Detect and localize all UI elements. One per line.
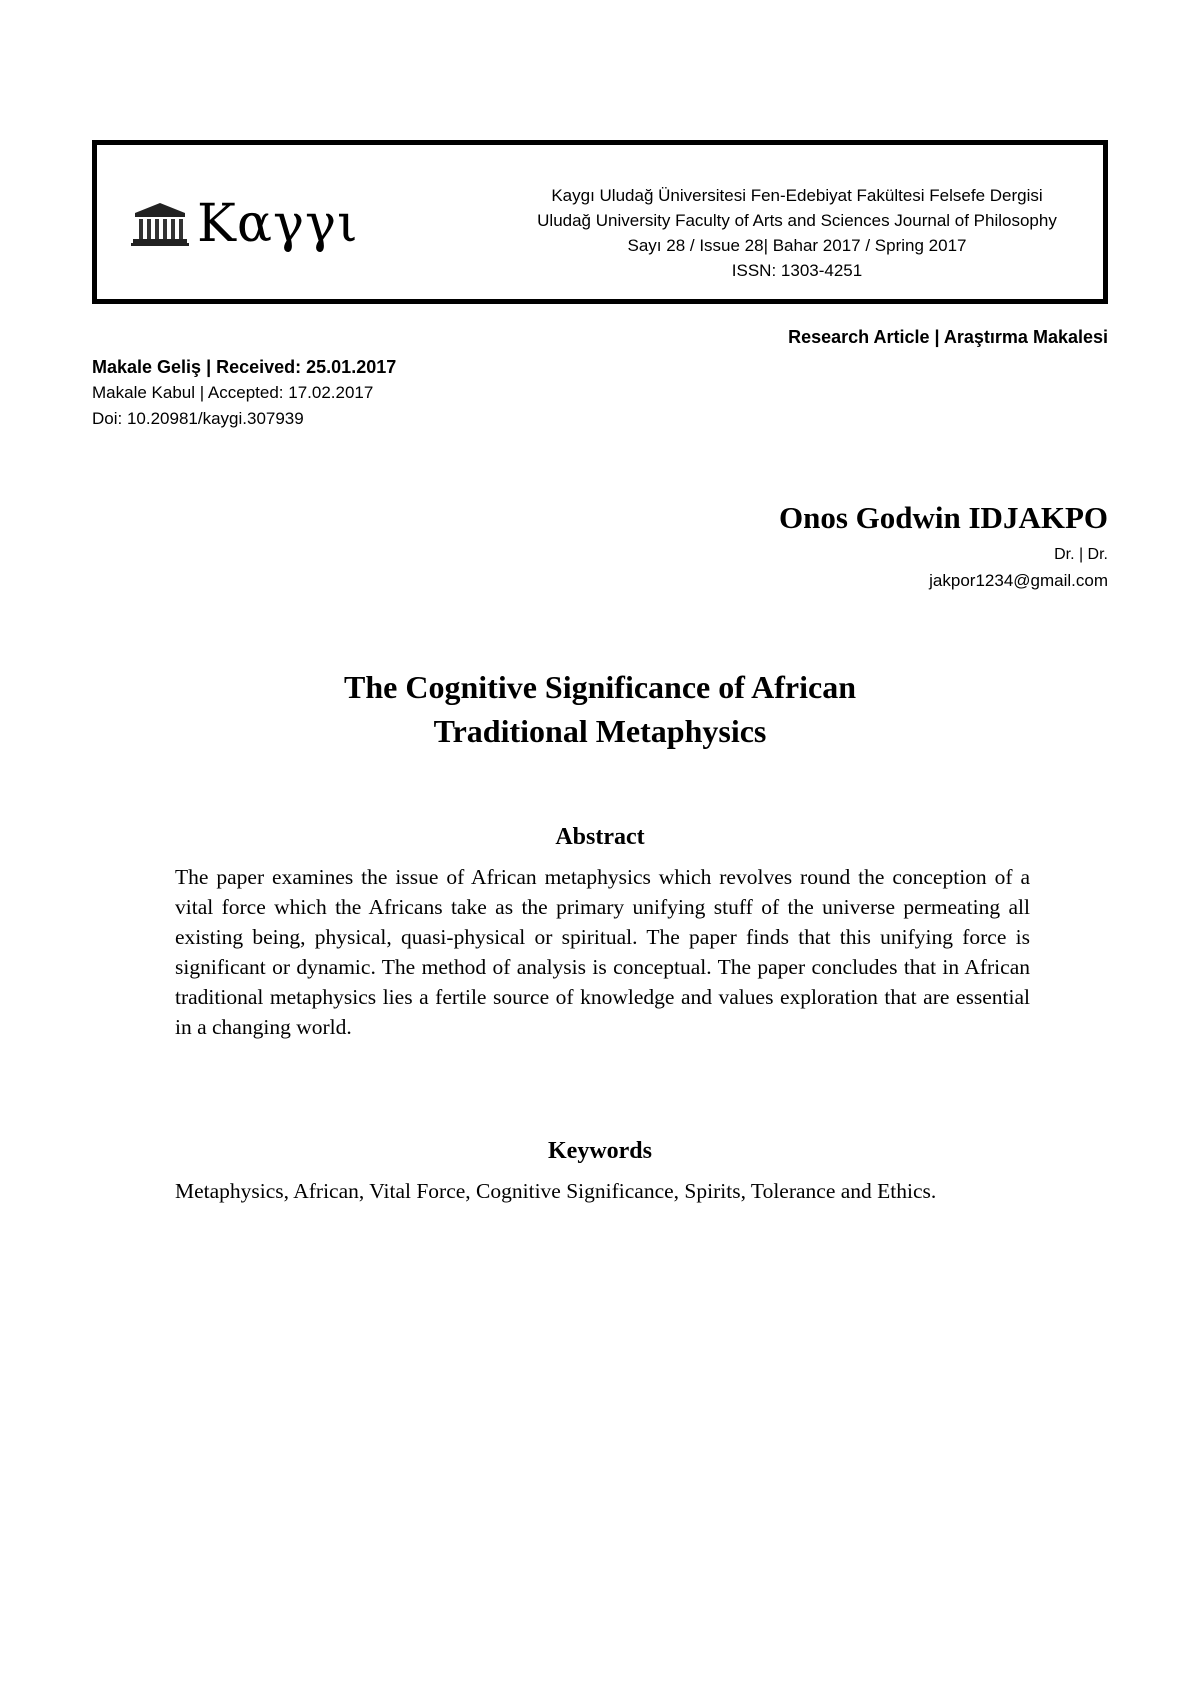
keywords-heading: Keywords xyxy=(548,1138,652,1164)
journal-name-en: Uludağ University Faculty of Arts and Sciences Journal of Philosophy xyxy=(537,211,1057,230)
author-name: Onos Godwin IDJAKPO xyxy=(778,500,1108,535)
abstract-heading: Abstract xyxy=(555,824,645,850)
author-email: jakpor1234@gmail.com xyxy=(929,571,1108,590)
logo-wordmark: Καγγι xyxy=(197,194,359,254)
journal-header xyxy=(92,140,1108,304)
abstract-text: The paper examines the issue of African metaphysics which revolves round the conception of a vital force which the Africans take as the primary unifying stuff of the universe permeating all existing being, physical, quasi-physical or spiritual. The paper finds that this unifying force is significant or dynamic. The method of analysis is conceptual. The paper concludes that in African traditional metaphysics lies a fertile source of knowledge and values exploration that are essential in a changing world. xyxy=(175,865,1030,1039)
keywords-text: Metaphysics, African, Vital Force, Cognitive Significance, Spirits, Tolerance and Ethics. xyxy=(175,1179,937,1203)
journal-logo xyxy=(131,189,359,259)
doi: Doi: 10.20981/kaygi.307939 xyxy=(92,409,304,428)
temple-icon xyxy=(131,201,189,247)
article-title xyxy=(0,665,1200,753)
article-meta xyxy=(92,354,396,432)
journal-issn: ISSN: 1303-4251 xyxy=(731,261,863,280)
title-line-2: Traditional Metaphysics xyxy=(433,713,767,749)
title-line-1: The Cognitive Significance of African xyxy=(344,669,856,705)
journal-name-tr: Kaygı Uludağ Üniversitesi Fen-Edebiyat Fakültesi Felsefe Dergisi xyxy=(551,186,1043,205)
journal-info xyxy=(487,183,1107,283)
received-date: Makale Geliş | Received: 25.01.2017 xyxy=(92,357,397,377)
journal-issue: Sayı 28 / Issue 28| Bahar 2017 / Spring 2017 xyxy=(627,236,967,255)
author-title: Dr. | Dr. xyxy=(1054,546,1108,563)
accepted-date: Makale Kabul | Accepted: 17.02.2017 xyxy=(92,383,374,402)
author-block xyxy=(779,498,1108,594)
article-type-label: Research Article | Araştırma Makalesi xyxy=(788,327,1108,347)
